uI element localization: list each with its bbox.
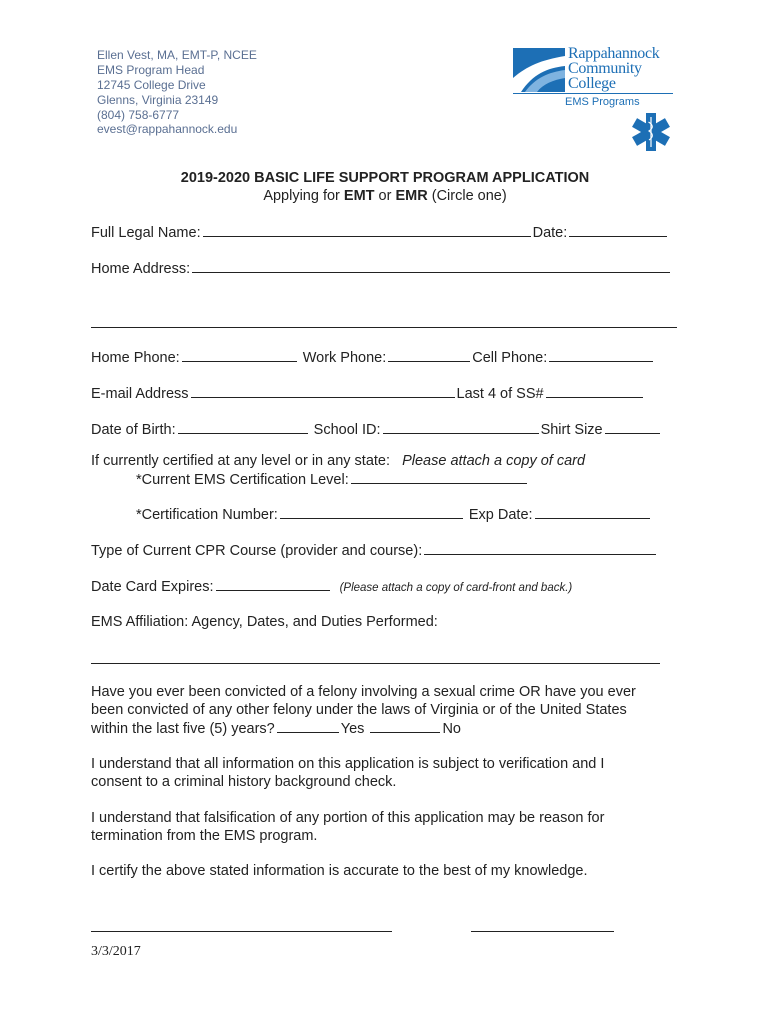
school-id-label: School ID: (313, 422, 381, 438)
felony-line-1: Have you ever been convicted of a felony involving a sexual crime OR have you ever (91, 684, 636, 700)
shirt-size-label: Shirt Size (540, 422, 603, 438)
work-phone-field[interactable] (388, 349, 470, 362)
logo-name (568, 46, 659, 91)
contact-street: 12745 College Drive (97, 78, 206, 92)
cell-phone-label: Cell Phone: (472, 350, 548, 366)
home-address-row (91, 260, 672, 277)
full-name-row (91, 224, 669, 241)
home-address-field[interactable] (192, 260, 670, 273)
applying-for-line (0, 188, 770, 204)
cert-number-label: *Certification Number: (136, 507, 278, 523)
felony-question-end: within the last five (5) years? (91, 721, 275, 737)
ems-affiliation-field[interactable] (91, 663, 660, 664)
certify-statement: I certify the above stated information is accurate to the best of my knowledge. (91, 863, 588, 879)
dob-label: Date of Birth: (91, 422, 176, 438)
exp-date-field[interactable] (535, 506, 650, 519)
card-expires-label: Date Card Expires: (91, 579, 214, 595)
college-logo-mark-icon (513, 48, 565, 92)
logo-name-line-2: Community (568, 60, 642, 77)
home-phone-field[interactable] (182, 349, 297, 362)
certified-row (91, 453, 585, 469)
cert-level-row (136, 471, 529, 488)
cert-level-field[interactable] (351, 471, 527, 484)
contact-name: Ellen Vest, MA, EMT-P, NCEE (97, 48, 257, 62)
felony-line-2: been convicted of any other felony under the laws of Virginia or of the United States (91, 702, 627, 718)
footer-date: 3/3/2017 (91, 944, 141, 959)
cpr-row (91, 542, 658, 559)
full-name-label: Full Legal Name: (91, 225, 201, 241)
home-address-line-2[interactable] (91, 327, 677, 328)
college-logo (513, 46, 678, 154)
falsification-line-1: I understand that falsification of any portion of this application may be reason for (91, 810, 605, 826)
page-title: 2019-2020 BASIC LIFE SUPPORT PROGRAM APPLICATION (180, 170, 590, 186)
work-phone-label: Work Phone: (302, 350, 387, 366)
applying-prefix: Applying for (263, 188, 344, 204)
felony-no-label: No (442, 721, 461, 737)
contact-city: Glenns, Virginia 23149 (97, 93, 219, 107)
ssn-label: Last 4 of SS# (456, 386, 544, 402)
ems-affiliation-label: EMS Affiliation: Agency, Dates, and Duties Performed: (91, 614, 438, 630)
cpr-course-field[interactable] (424, 542, 656, 555)
certified-prompt: If currently certified at any level or in any state: (91, 453, 390, 469)
email-field[interactable] (191, 385, 455, 398)
cert-number-row (136, 506, 652, 523)
applying-suffix: (Circle one) (427, 188, 507, 204)
signature-date-field[interactable] (471, 931, 614, 932)
felony-yes-field[interactable] (277, 720, 339, 733)
signature-field[interactable] (91, 931, 392, 932)
star-of-life-icon (631, 112, 671, 152)
school-id-field[interactable] (383, 421, 539, 434)
cpr-course-label: Type of Current CPR Course (provider and course): (91, 543, 423, 559)
card-expires-field[interactable] (216, 578, 330, 591)
home-address-label: Home Address: (91, 261, 191, 277)
cert-level-label: *Current EMS Certification Level: (136, 472, 349, 488)
contact-title: EMS Program Head (97, 63, 205, 77)
card-expires-row (91, 578, 572, 595)
logo-divider (513, 93, 673, 94)
dob-field[interactable] (178, 421, 308, 434)
exp-date-label: Exp Date: (468, 507, 533, 523)
logo-name-line-3: College (568, 75, 616, 92)
shirt-size-field[interactable] (605, 421, 660, 434)
email-ssn-row (91, 385, 645, 402)
logo-subtitle: EMS Programs (565, 96, 640, 108)
phones-row (91, 349, 655, 366)
ssn-field[interactable] (546, 385, 643, 398)
option-emt[interactable]: EMT (343, 188, 375, 204)
falsification-line-2: termination from the EMS program. (91, 828, 318, 844)
date-field[interactable] (569, 224, 667, 237)
email-label: E-mail Address (91, 386, 189, 402)
home-phone-label: Home Phone: (91, 350, 180, 366)
cell-phone-field[interactable] (549, 349, 653, 362)
verification-line-2: consent to a criminal history background check. (91, 774, 397, 790)
option-or: or (374, 188, 396, 204)
cert-number-field[interactable] (280, 506, 463, 519)
felony-yes-label: Yes (340, 721, 365, 737)
option-emr[interactable]: EMR (395, 188, 428, 204)
date-label: Date: (532, 225, 568, 241)
full-name-field[interactable] (203, 224, 531, 237)
felony-no-field[interactable] (370, 720, 440, 733)
logo-name-line-1: Rappahannock (568, 45, 660, 62)
verification-line-1: I understand that all information on this application is subject to verification and I (91, 756, 605, 772)
card-note: (Please attach a copy of card-front and back.) (339, 582, 573, 594)
dob-row (91, 421, 662, 438)
contact-email: evest@rappahannock.edu (97, 122, 238, 136)
contact-phone: (804) 758-6777 (97, 108, 180, 122)
felony-line-3 (91, 720, 461, 737)
certified-note: Please attach a copy of card (402, 453, 586, 469)
